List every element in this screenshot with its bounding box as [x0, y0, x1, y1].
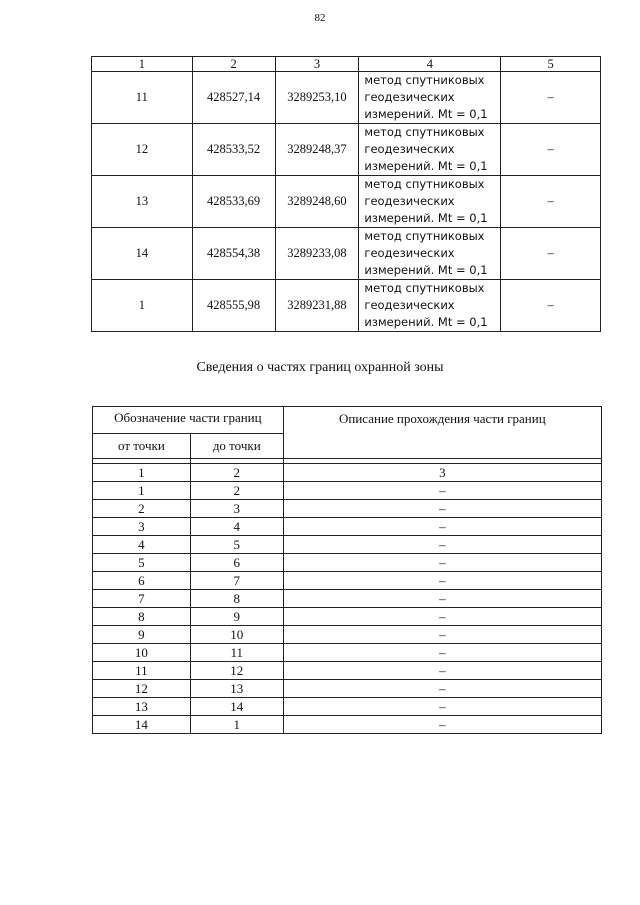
- from-point: 5: [93, 554, 191, 572]
- method-line: геодезических: [364, 298, 455, 312]
- method-line: измерений. Mt = 0,1: [364, 211, 488, 225]
- method-line: метод спутниковых: [364, 229, 485, 243]
- table-row: [93, 698, 602, 716]
- from-point: 2: [93, 500, 191, 518]
- method-cell: [359, 228, 501, 280]
- description-cell: –: [283, 500, 601, 518]
- from-point: 1: [93, 482, 191, 500]
- note-cell: –: [501, 176, 601, 228]
- method-line: измерений. Mt = 0,1: [364, 159, 488, 173]
- to-point: 7: [190, 572, 283, 590]
- to-point: 2: [190, 482, 283, 500]
- table-row: [92, 280, 601, 332]
- table-row: [93, 554, 602, 572]
- description-cell: –: [283, 626, 601, 644]
- table-row: [93, 590, 602, 608]
- description-cell: –: [283, 590, 601, 608]
- table-row: [93, 680, 602, 698]
- table-row: [92, 228, 601, 280]
- method-line: геодезических: [364, 246, 455, 260]
- table-row: [93, 572, 602, 590]
- method-line: метод спутниковых: [364, 177, 485, 191]
- col-number-cell: 3: [275, 57, 359, 72]
- method-line: геодезических: [364, 142, 455, 156]
- from-point: 9: [93, 626, 191, 644]
- coord-y: 3289253,10: [275, 72, 359, 124]
- description-cell: –: [283, 482, 601, 500]
- from-point: 6: [93, 572, 191, 590]
- point-number: 12: [92, 124, 193, 176]
- table-row: [93, 716, 602, 734]
- note-cell: –: [501, 280, 601, 332]
- method-line: измерений. Mt = 0,1: [364, 315, 488, 329]
- method-line: геодезических: [364, 194, 455, 208]
- table-row: [93, 482, 602, 500]
- method-cell: [359, 124, 501, 176]
- table-row: [93, 518, 602, 536]
- col-number-cell: 4: [359, 57, 501, 72]
- table-row: [92, 72, 601, 124]
- from-point: 11: [93, 662, 191, 680]
- header-description-cell: Описание прохождения части границ: [283, 407, 601, 459]
- coord-y: 3289233,08: [275, 228, 359, 280]
- method-cell: [359, 72, 501, 124]
- note-cell: –: [501, 228, 601, 280]
- table-row: [93, 644, 602, 662]
- method-line: геодезических: [364, 90, 455, 104]
- point-number: 11: [92, 72, 193, 124]
- from-point: 12: [93, 680, 191, 698]
- col-number-cell: 3: [283, 464, 601, 482]
- note-cell: –: [501, 124, 601, 176]
- parts-header-row: [93, 407, 602, 434]
- to-point: 11: [190, 644, 283, 662]
- description-cell: –: [283, 698, 601, 716]
- coord-x: 428527,14: [192, 72, 275, 124]
- header-to-cell: до точки: [190, 434, 283, 459]
- description-cell: –: [283, 608, 601, 626]
- to-point: 4: [190, 518, 283, 536]
- coord-y: 3289248,37: [275, 124, 359, 176]
- from-point: 14: [93, 716, 191, 734]
- col-number-cell: 1: [92, 57, 193, 72]
- method-cell: [359, 280, 501, 332]
- table-row: [93, 626, 602, 644]
- header-from-cell: от точки: [93, 434, 191, 459]
- point-number: 13: [92, 176, 193, 228]
- method-line: измерений. Mt = 0,1: [364, 107, 488, 121]
- table-row: [93, 500, 602, 518]
- col-number-cell: 2: [190, 464, 283, 482]
- table-row: [93, 608, 602, 626]
- boundary-parts-table: [92, 406, 602, 734]
- table-row: [92, 124, 601, 176]
- col-number-cell: 5: [501, 57, 601, 72]
- point-number: 1: [92, 280, 193, 332]
- coordinates-header-row: [92, 57, 601, 72]
- table-row: [93, 662, 602, 680]
- coordinates-table: [91, 56, 601, 332]
- from-point: 8: [93, 608, 191, 626]
- from-point: 7: [93, 590, 191, 608]
- table-row: [93, 536, 602, 554]
- description-cell: –: [283, 518, 601, 536]
- coord-x: 428555,98: [192, 280, 275, 332]
- numbering-row: [93, 464, 602, 482]
- section-title: Сведения о частях границ охранной зоны: [196, 360, 444, 375]
- to-point: 13: [190, 680, 283, 698]
- to-point: 6: [190, 554, 283, 572]
- method-cell: [359, 176, 501, 228]
- method-line: метод спутниковых: [364, 125, 485, 139]
- coord-y: 3289248,60: [275, 176, 359, 228]
- description-cell: –: [283, 644, 601, 662]
- header-group-cell: Обозначение части границ: [93, 407, 284, 434]
- from-point: 3: [93, 518, 191, 536]
- col-number-cell: 1: [93, 464, 191, 482]
- to-point: 10: [190, 626, 283, 644]
- coord-x: 428533,69: [192, 176, 275, 228]
- description-cell: –: [283, 680, 601, 698]
- to-point: 12: [190, 662, 283, 680]
- coord-y: 3289231,88: [275, 280, 359, 332]
- to-point: 5: [190, 536, 283, 554]
- to-point: 14: [190, 698, 283, 716]
- from-point: 4: [93, 536, 191, 554]
- point-number: 14: [92, 228, 193, 280]
- method-line: метод спутниковых: [364, 281, 485, 295]
- method-line: метод спутниковых: [364, 73, 485, 87]
- col-number-cell: 2: [192, 57, 275, 72]
- page-number: 82: [314, 12, 326, 24]
- from-point: 13: [93, 698, 191, 716]
- coord-x: 428554,38: [192, 228, 275, 280]
- coord-x: 428533,52: [192, 124, 275, 176]
- description-cell: –: [283, 536, 601, 554]
- description-cell: –: [283, 572, 601, 590]
- note-cell: –: [501, 72, 601, 124]
- to-point: 1: [190, 716, 283, 734]
- description-cell: –: [283, 554, 601, 572]
- from-point: 10: [93, 644, 191, 662]
- to-point: 8: [190, 590, 283, 608]
- to-point: 3: [190, 500, 283, 518]
- to-point: 9: [190, 608, 283, 626]
- description-cell: –: [283, 662, 601, 680]
- description-cell: –: [283, 716, 601, 734]
- table-row: [92, 176, 601, 228]
- method-line: измерений. Mt = 0,1: [364, 263, 488, 277]
